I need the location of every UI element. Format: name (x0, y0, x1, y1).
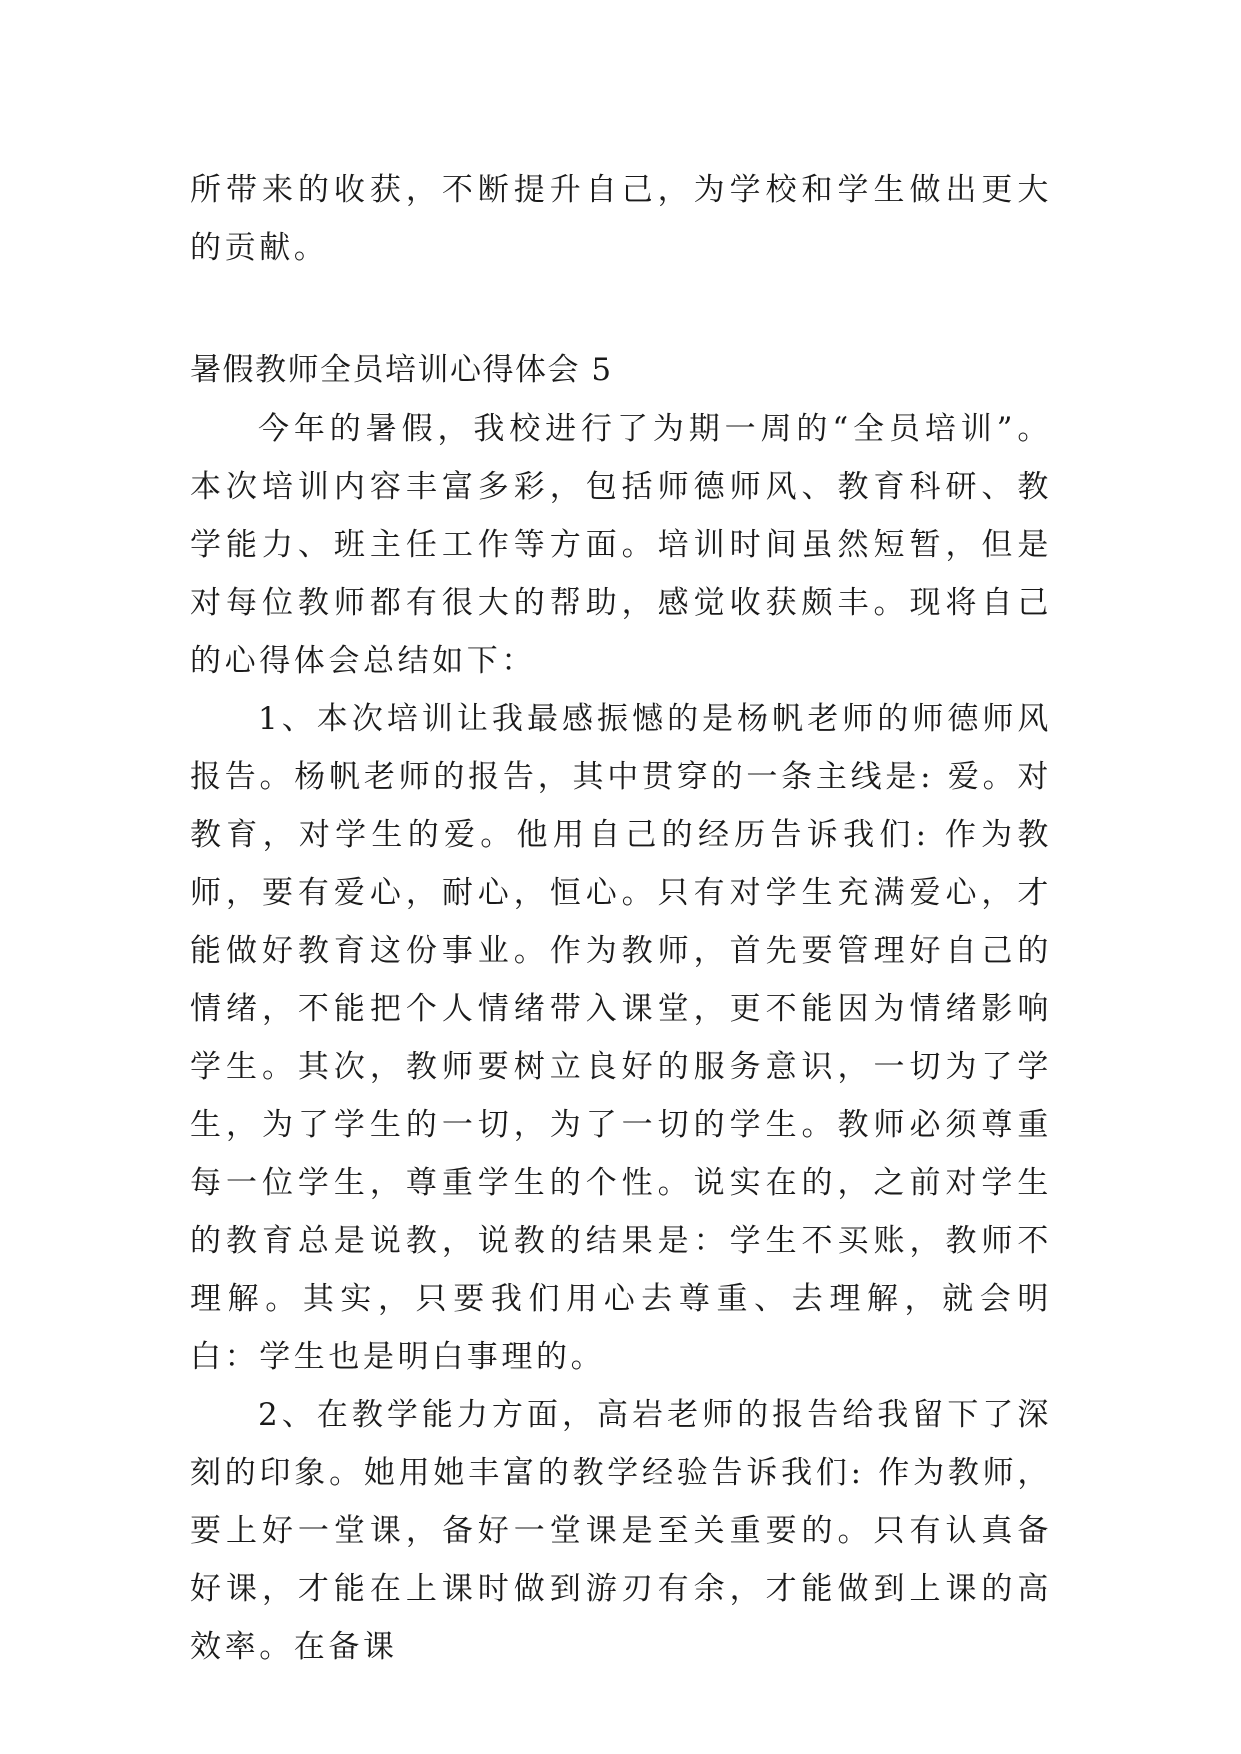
section-heading: 暑假教师全员培训心得体会 5 (190, 352, 613, 388)
paragraph-point-2: 2、在教学能力方面，高岩老师的报告给我留下了深刻的印象。她用她丰富的教学经验告诉我们: 作为教师，要上好一堂课，备好一堂课是至关重要的。只有认真备好课，才能在上课时做到游刃有余，才能做到上课的高效率。在备课 (190, 1397, 1052, 1665)
paragraph-intro: 今年的暑假，我校进行了为期一周的“全员培训”。本次培训内容丰富多彩，包括师德师风、教育科研、教学能力、班主任工作等方面。培训时间虽然短暂，但是对每位教师都有很大的帮助，感觉收获颇丰。现将自己的心得体会总结如下： (190, 411, 1052, 679)
paragraph-point-1: 1、本次培训让我最感振憾的是杨帆老师的师德师风报告。杨帆老师的报告，其中贯穿的一条主线是: 爱。对教育，对学生的爱。他用自己的经历告诉我们: 作为教师，要有爱心，耐心，恒心。只有对学生充满爱心，才能做好教育这份事业。作为教师，首先要管理好自己的情绪，不能把个人情绪带入课堂，更不能因为情绪影响学生。其次，教师要树立良好的服务意识，一切为了学生，为了学生的一切，为了一切的学生。教师必须尊重每一位学生，尊重学生的个性。说实在的，之前对学生的教育总是说教，说教的结果是：学生不买账，教师不理解。其实，只要我们用心去尊重、去理解，就会明白：学生也是明白事理的。 (190, 701, 1052, 1375)
section-body (190, 400, 1052, 1676)
continuation-paragraph: 所带来的收获，不断提升自己，为学校和学生做出更大的贡献。 (190, 172, 1052, 266)
continuation-block (190, 161, 1052, 277)
